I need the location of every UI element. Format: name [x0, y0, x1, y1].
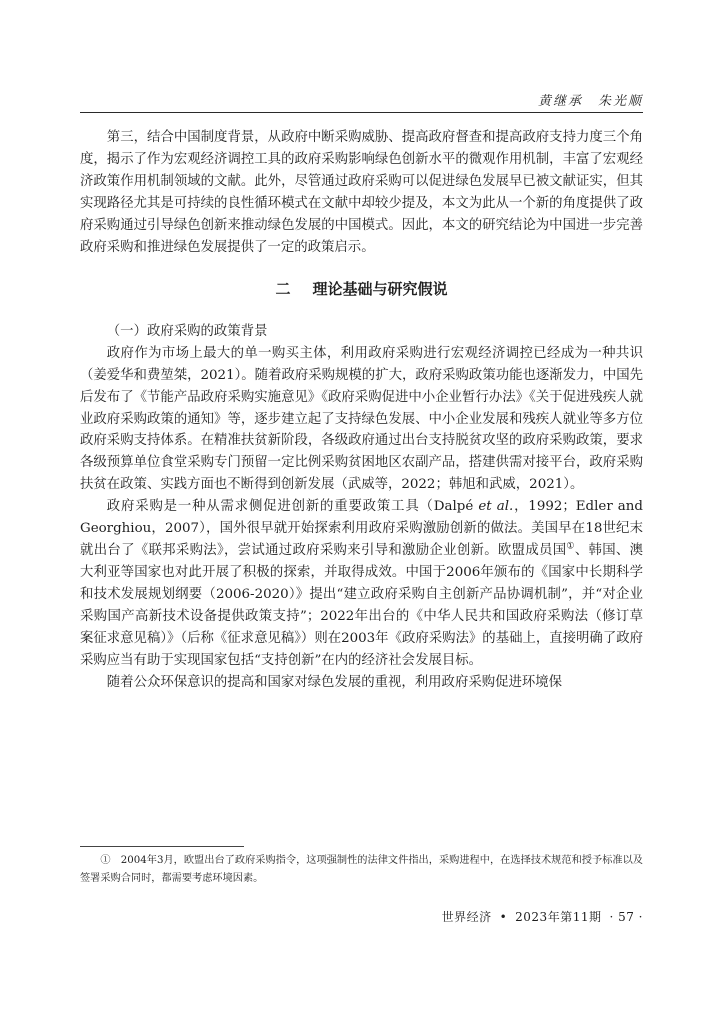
paragraph-2-part-c: 、韩国、澳大利亚等国家也对此开展了积极的探索，并取得成效。中国于2006年颁布的《国家中长期科学和技术发展规划纲要（2006-2020）》提出“建立政府采购自主创新产品协调机制”，并“对企业采购国产高新技术设备提供政策支持”；2022年出台的《中华人民共和国政府采购法（修订草案征求意见稿）》（后称《征求意见稿》）则在2003年《政府采购法》的基础上，直接明确了政府采购应当有助于实现国家包括“支持创新”在内的经济社会发展目标。 — [80, 543, 643, 669]
footnote-rule — [80, 846, 244, 847]
et-al-italic: et al. — [478, 499, 514, 515]
paragraph-2-part-b: ，1992；Edler and Georghiou，2007），国外很早就开始探索利用政府采购激励创新的做法。美国早在18世纪末就出台了《联邦采购法》，尝试通过政府采购来引导和激励企业创新。欧盟成员国 — [80, 499, 643, 559]
header-rule — [80, 112, 643, 113]
body-paragraph-1: 政府作为市场上最大的单一购买主体，利用政府采购进行宏观经济调控已经成为一种共识（姜爱华和费堃桀，2021）。随着政府采购规模的扩大，政府采购政策功能也逐渐发力，中国先后发布了《节能产品政府采购实施意见》《政府采购促进中小企业暂行办法》《关于促进残疾人就业政府采购政策的通知》等，逐步建立起了支持绿色发展、中小企业发展和残疾人就业等多方位政府采购支持体系。在精准扶贫新阶段，各级政府通过出台支持脱贫攻坚的政府采购政策，要求各级预算单位食堂采购专门预留一定比例采购贫困地区农副产品，搭建供需对接平台，政府采购扶贫在政策、实践方面也不断得到创新发展（武威等，2022；韩旭和武威，2021）。 — [80, 345, 644, 493]
article-body — [80, 127, 643, 694]
page-number: · 57 · — [609, 910, 643, 924]
paragraph-2-part-a: 政府采购是一种从需求侧促进创新的重要政策工具（Dalpé — [106, 499, 479, 515]
section-title-text: 理论基础与研究假说 — [312, 279, 448, 298]
running-header-authors: 黄继承 朱光顺 — [537, 94, 643, 109]
page-footer — [80, 908, 643, 925]
footer-bullet: • — [499, 910, 508, 924]
body-paragraph-3: 随着公众环保意识的提高和国家对绿色发展的重视，利用政府采购促进环境保 — [106, 674, 563, 690]
intro-paragraph: 第三，结合中国制度背景，从政府中断采购威胁、提高政府督查和提高政府支持力度三个角度，揭示了作为宏观经济调控工具的政府采购影响绿色创新水平的微观作用机制，丰富了宏观经济政策作用机制领域的文献。此外，尽管通过政府采购可以促进绿色发展早已被文献证实，但其实现路径尤其是可持续的良性循环模式在文献中却较少提及，本文为此从一个新的角度提供了政府采购通过引导绿色创新来推动绿色发展的中国模式。因此，本文的研究结论为中国进一步完善政府采购和推进绿色发展提供了一定的政策启示。 — [80, 130, 643, 255]
section-title — [80, 277, 643, 301]
subsection-heading: （一）政府采购的政策背景 — [106, 323, 268, 339]
section-number: 二 — [275, 279, 291, 298]
footnote-marker[interactable]: ① — [566, 541, 575, 552]
footnote: ① 2004年3月，欧盟出台了政府采购指令，这项强制性的法律文件指出，采购进程中，在选择技术规范和授予标准以及签署采购合同时，都需要考虑环境因素。 — [80, 855, 643, 884]
journal-name: 世界经济 — [441, 910, 492, 924]
issue-label: 2023年第11期 — [515, 910, 602, 924]
body-paragraph-2 — [80, 496, 643, 672]
